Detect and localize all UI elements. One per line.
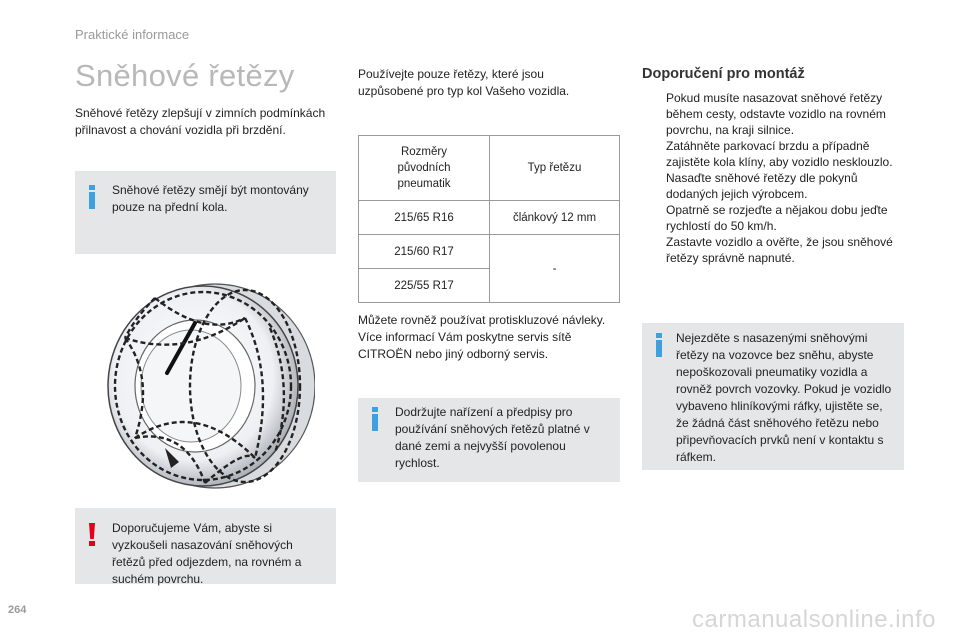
warning-note-text: Doporučujeme Vám, abyste si vyzkoušeli nasazování sněhových řetězů před odjezdem, na rovném a suchém povrchu.	[112, 521, 302, 586]
chain-size-table	[358, 135, 620, 303]
list-item: Opatrně se rozjeďte a nějakou dobu jeďte rychlostí do 50 km/h.	[666, 203, 888, 233]
info-icon	[656, 333, 662, 357]
table-header-chain-type: Typ řetězu	[490, 136, 620, 201]
info-icon	[89, 185, 95, 209]
list-item: Pokud musíte nasazovat sněhové řetězy během cesty, odstavte vozidlo na rovném povrchu, na kraji silnice.	[666, 91, 886, 137]
page-number: 264	[8, 604, 27, 616]
table-cell: 225/55 R17	[359, 269, 490, 303]
list-item: Nasaďte sněhové řetězy dle pokynů dodaných jejich výrobcem.	[666, 171, 858, 201]
fitting-section-title: Doporučení pro montáž	[642, 66, 805, 82]
info-note-text: Nejezděte s nasazenými sněhovými řetězy na vozovce bez sněhu, abyste nepoškozovali pneumatiky vozidla a rovněž povrch vozovky. Pokud je vozidlo vybaveno hliníkovými ráfky, ujistěte se, že žádná část sněhového řetězu nebo připevňovacích prvků není v kontaktu s ráfkem.	[676, 331, 892, 464]
table-row	[359, 201, 620, 235]
list-item: Zatáhněte parkovací brzdu a případně zajistěte kola klíny, aby vozidlo nesklouzlo.	[666, 139, 893, 169]
table-cell: článkový 12 mm	[490, 201, 620, 235]
anti-skid-covers-paragraph: Můžete rovněž používat protiskluzové návleky. Více informací Vám poskytne servis sítě CITROËN nebo jiný odborný servis.	[358, 313, 606, 361]
fitting-steps-list	[642, 90, 904, 266]
list-item: Zastavte vozidlo a ověřte, že jsou sněhové řetězy správně napnuté.	[666, 235, 893, 265]
chains-lead-paragraph: Používejte pouze řetězy, které jsou uzpůsobené pro typ kol Vašeho vozidla.	[358, 67, 570, 98]
running-head: Praktické informace	[75, 27, 190, 42]
info-note-no-snow	[642, 323, 904, 470]
table-header-tire-size: Rozměry původních pneumatik	[359, 136, 490, 201]
table-cell: -	[490, 235, 620, 303]
warning-icon	[89, 523, 95, 546]
table-row	[359, 235, 620, 269]
tire-with-snow-chains-illustration	[95, 278, 315, 498]
page-title: Sněhové řetězy	[75, 58, 295, 93]
warning-note-practice	[75, 508, 336, 584]
info-note-regulations	[358, 398, 620, 482]
watermark: carmanualsonline.info	[692, 606, 936, 633]
table-header-row	[359, 136, 620, 201]
table-cell: 215/65 R16	[359, 201, 490, 235]
info-note-text: Dodržujte nařízení a předpisy pro používání sněhových řetězů platné v dané zemi a nejvyšší povolenou rychlost.	[395, 405, 590, 470]
info-icon	[372, 407, 378, 431]
info-note-front-wheels	[75, 171, 336, 254]
intro-paragraph: Sněhové řetězy zlepšují v zimních podmínkách přilnavost a chování vozidla při brzdění.	[75, 106, 326, 137]
info-note-text: Sněhové řetězy smějí být montovány pouze na přední kola.	[112, 183, 309, 214]
table-cell: 215/60 R17	[359, 235, 490, 269]
